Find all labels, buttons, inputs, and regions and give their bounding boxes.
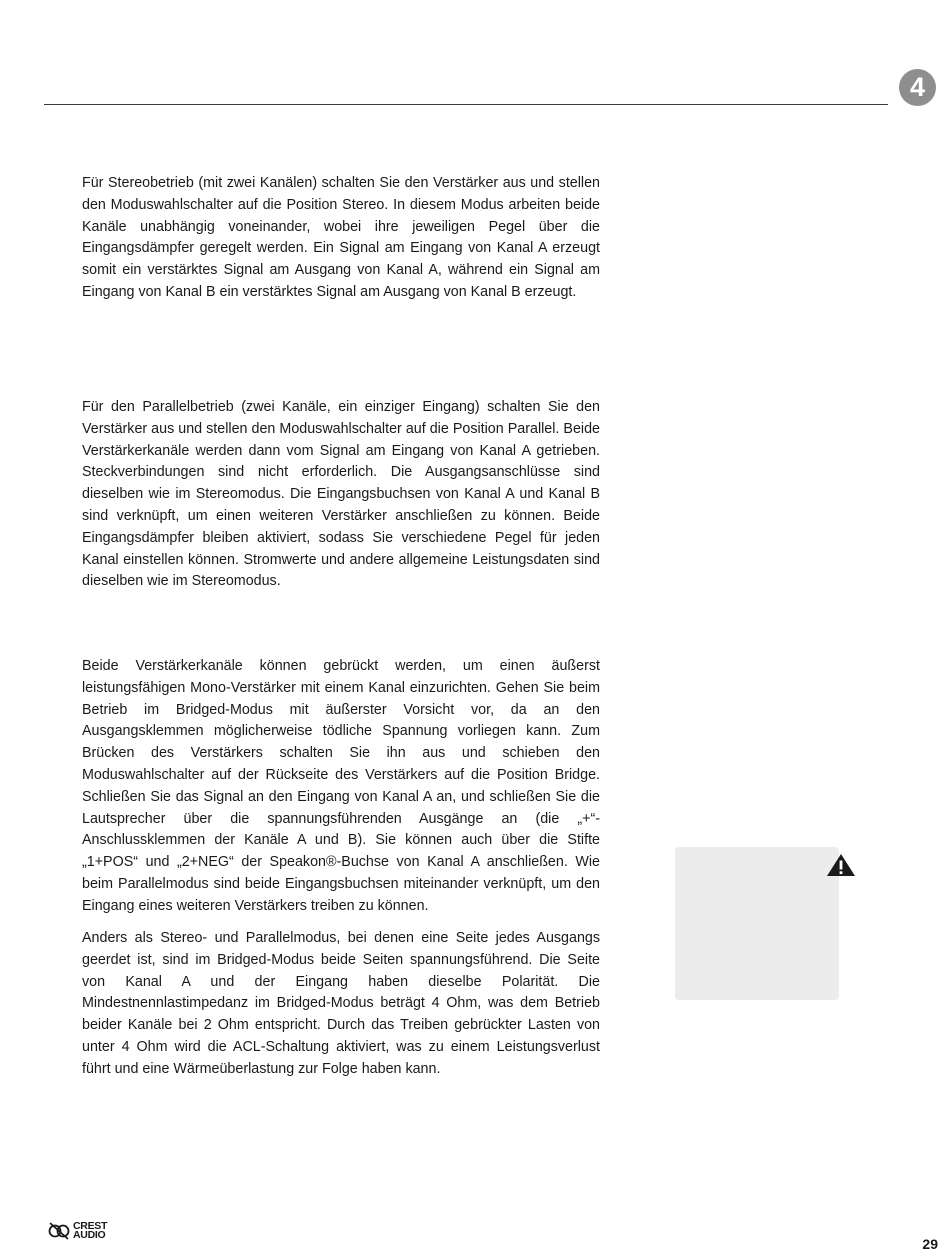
paragraph-parallel-mode: Für den Parallelbetrieb (zwei Kanäle, ein einziger Eingang) schalten Sie den Verstärker aus und stellen den Moduswahlschalter auf die Position Parallel. Beide Verstärkerkanäle werden dann vom Signal am Eingang von Kanal A getrieben. Steckverbindungen sind nicht erforderlich. Die Ausgangsanschlüsse sind dieselben wie im Stereomodus. Die Eingangsbuchsen von Kanal A und Kanal B sind verknüpft, um einen weiteren Verstärker anschließen zu können. Beide Eingangsdämpfer bleiben aktiviert, sodass Sie verschiedene Pegel für jeden Kanal einstellen können. Stromwerte und andere allgemeine Leistungsdaten sind dieselben wie im Stereomodus. bbox=[82, 399, 600, 590]
paragraph-bridge-mode: Beide Verstärkerkanäle können gebrückt werden, um einen äußerst leistungsfähigen Mono-Verstärker mit einem Kanal einzurichten. Gehen Sie beim Betrieb im Bridged-Modus mit äußerster Vorsicht vor, da an den Ausgangsklemmen möglicherweise tödliche Spannung vorliegen kann. Zum Brücken des Verstärkers schalten Sie ihn aus und schieben den Moduswahlschalter auf der Rückseite des Verstärkers auf die Position Bridge. Schließen Sie das Signal an den Eingang von Kanal A an, und schließen Sie die Lautsprecher über die spannungsführenden Ausgänge an (die „+“-Anschlussklemmen der Kanäle A und B). Sie können auch über die Stifte „1+POS“ und „2+NEG“ der Speakon®-Buchse von Kanal A anschließen. Wie beim Parallelmodus sind beide Eingangsbuchsen miteinander verknüpft, um den Eingang eines weiteren Verstärkers treiben zu können. bbox=[82, 658, 600, 914]
crest-logo-mark-icon bbox=[48, 1221, 70, 1241]
paragraph-bridge-mode-polarity: Anders als Stereo- und Parallelmodus, bei denen eine Seite jedes Ausgangs geerdet ist, sind im Bridged-Modus beide Seiten spannungsführend. Die Seite von Kanal A und der Eingang haben dieselbe Polarität. Die Mindestnennlastimpedanz im Bridged-Modus beträgt 4 Ohm, was dem Betrieb beider Kanäle bei 2 Ohm entspricht. Durch das Treiben gebrückter Lasten von unter 4 Ohm wird die ACL-Schaltung aktiviert, was zu einem Leistungsverlust führt und eine Wärmeüberlastung zur Folge haben kann. bbox=[82, 930, 600, 1077]
logo-word-crest: CREST bbox=[73, 1219, 108, 1232]
logo-word-audio: AUDIO bbox=[73, 1229, 106, 1241]
paragraph-stereo-mode: Für Stereobetrieb (mit zwei Kanälen) schalten Sie den Verstärker aus und stellen den Moduswahlschalter auf die Position Stereo. In diesem Modus arbeiten beide Kanäle unabhängig voneinander, wobei ihre jeweiligen Pegel über die Eingangsdämpfer geregelt werden. Ein Signal am Eingang von Kanal A erzeugt somit ein verstärktes Signal am Ausgang von Kanal A, während ein Signal am Eingang von Kanal B ein verstärktes Signal am Ausgang von Kanal B erzeugt. bbox=[82, 175, 600, 300]
crest-audio-logo bbox=[48, 1219, 128, 1243]
chapter-number-badge: 4 bbox=[899, 69, 936, 106]
header-rule bbox=[44, 104, 888, 105]
warning-side-box bbox=[675, 847, 839, 1000]
page-number: 29 bbox=[922, 1236, 938, 1252]
warning-triangle-icon bbox=[826, 853, 856, 877]
